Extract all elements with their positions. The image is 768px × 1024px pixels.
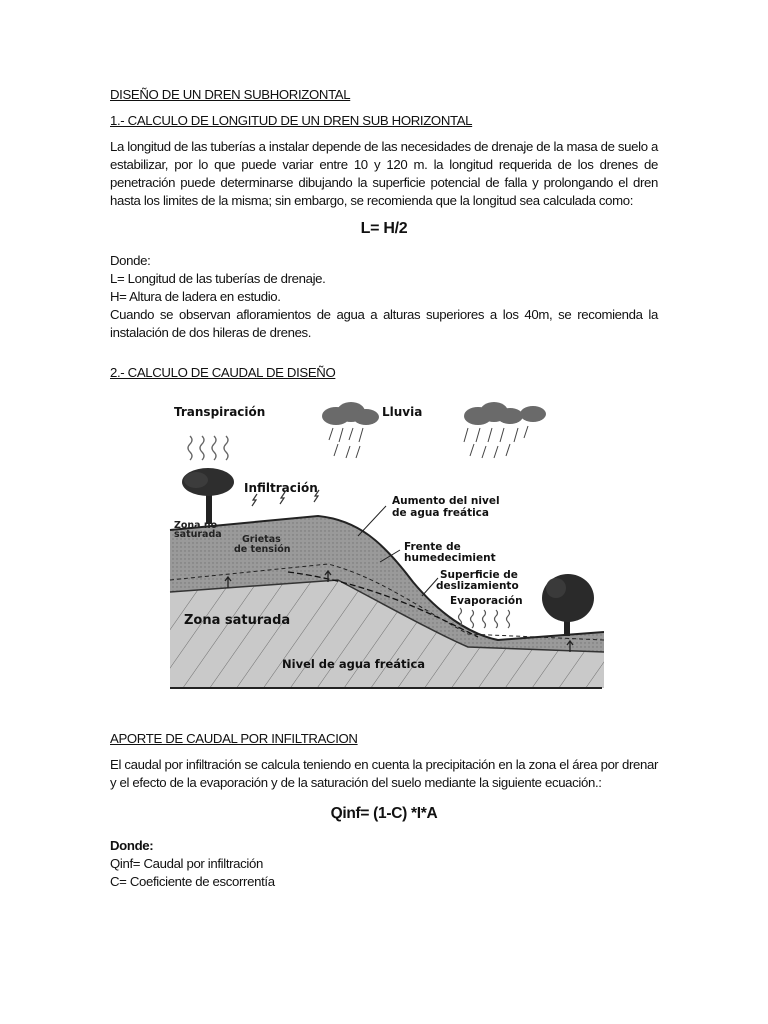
label-zona-saturada: Zona saturada (184, 613, 291, 628)
label-zona-no-2: saturada (174, 529, 222, 540)
label-frente-1: Frente de (404, 541, 461, 553)
label-grietas-1: Grietas (242, 534, 281, 545)
formula-length: L= H/2 (360, 220, 408, 237)
section2-heading: 2.- CALCULO DE CAUDAL DE DISEÑO (110, 365, 336, 380)
section3-definitions (110, 837, 658, 891)
section3-heading: APORTE DE CAUDAL POR INFILTRACION (110, 731, 358, 746)
section1-definitions (110, 252, 658, 306)
label-aumento-2: de agua freática (392, 507, 489, 519)
section3-paragraph: El caudal por infiltración se calcula teniendo en cuenta la precipitación en la zona el área por drenar y el efecto de la evaporación y de la saturación del suelo mediante la siguiente ecuación.: (110, 757, 658, 790)
formula-infiltration: Qinf= (1-C) *I*A (330, 805, 438, 822)
label-lluvia: Lluvia (382, 405, 423, 419)
label-grietas-2: de tensión (234, 544, 291, 555)
document-title: DISEÑO DE UN DREN SUBHORIZONTAL (110, 87, 351, 102)
section1-paragraph: La longitud de las tuberías a instalar depende de las necesidades de drenaje de la masa de suelo a estabilizar, por lo que puede variar entre 10 y 120 m. la longitud requerida de los drenes de penetración puede determinarse dibujando la superficie potencial de falla y prolongando el dren hasta los limites de la misma; sin embargo, se recomienda que la longitud sea calculada como: (110, 139, 658, 208)
definition-c: C= Coeficiente de escorrentía (110, 874, 275, 889)
label-aumento-1: Aumento del nivel (392, 495, 500, 507)
label-infiltracion: Infiltración (244, 481, 318, 495)
section1-note: Cuando se observan afloramientos de agua a alturas superiores a los 40m, se recomienda la instalación de dos hileras de drenes. (110, 307, 658, 340)
label-zona-no-1: Zona no (174, 520, 218, 531)
label-evaporacion: Evaporación (450, 595, 523, 607)
hydrology-diagram (168, 402, 604, 692)
label-frente-2: humedecimient (404, 552, 496, 564)
section3 (110, 730, 658, 891)
definition-qinf: Qinf= Caudal por infiltración (110, 856, 263, 871)
donde-label-bold: Donde: (110, 838, 154, 853)
definition-l: L= Longitud de las tuberías de drenaje. (110, 271, 326, 286)
label-superficie-2: deslizamiento (436, 580, 519, 592)
donde-label: Donde: (110, 253, 151, 268)
label-transpiracion: Transpiración (174, 405, 266, 419)
label-nivel-agua: Nivel de agua freática (282, 657, 426, 671)
section1-heading: 1.- CALCULO DE LONGITUD DE UN DREN SUB HORIZONTAL (110, 113, 473, 128)
label-superficie-1: Superficie de (440, 569, 518, 581)
definition-h: H= Altura de ladera en estudio. (110, 289, 281, 304)
